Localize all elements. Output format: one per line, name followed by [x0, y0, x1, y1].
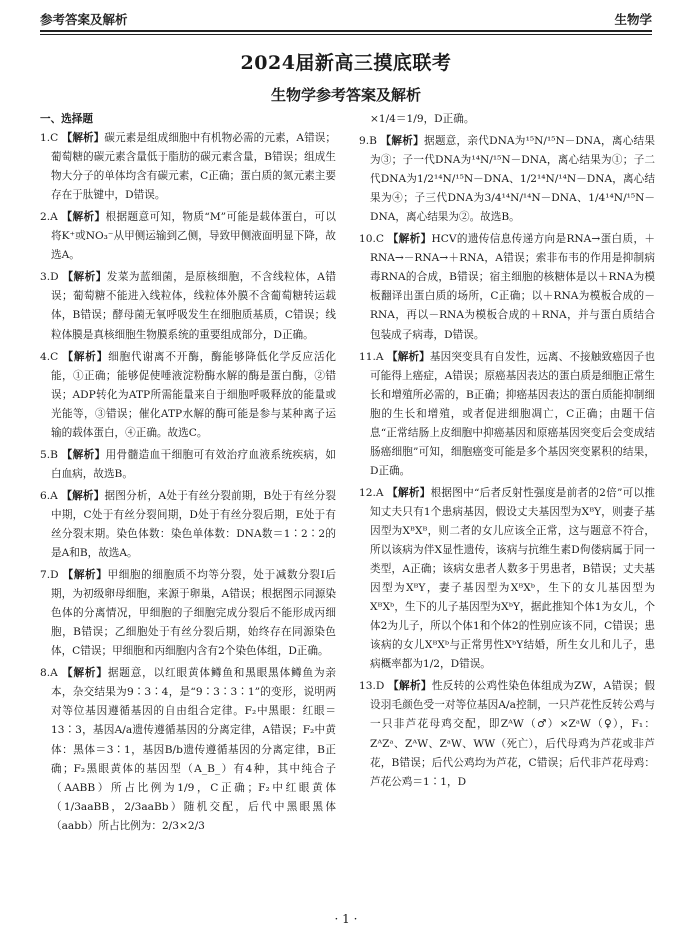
left-column [40, 110, 336, 839]
answer-number: 8.A [40, 667, 58, 680]
answer-item [40, 664, 336, 835]
analysis-tag: 【解析】 [380, 135, 424, 148]
answer-explanation: 据题意，亲代DNA为¹⁵N/¹⁵N－DNA，离心结果为③；子一代DNA为¹⁴N/¹⁵N－DNA，离心结果为①；子二代DNA为1/2¹⁴N/¹⁵N－DNA、1/2¹⁴N/¹⁴N－DNA，离心结果为④；子三代DNA为3/4¹⁴N/¹⁴N－DNA、1/4¹⁴N/¹⁵N－DNA，离心结果为②。故选B。 [370, 135, 656, 224]
answer-number: 13.D [359, 680, 385, 693]
analysis-tag: 【解析】 [62, 350, 109, 363]
page-number: · 1 · [334, 912, 358, 926]
answer-item [359, 484, 655, 674]
answer-item [40, 208, 336, 265]
answer-number: 9.B [359, 135, 377, 148]
answer-number: 4.C [40, 350, 59, 363]
answer-explanation: 根据题意可知，物质“M”可能是载体蛋白，可以将K⁺或NO₃⁻从甲侧运输到乙侧，导致甲侧液面明显下降，故选A。 [51, 211, 336, 262]
answer-number: 2.A [40, 211, 58, 224]
answer-item [359, 230, 655, 344]
answer-explanation: 性反转的公鸡性染色体组成为ZW，A错误；假设羽毛颜色受一对等位基因A/a控制，一只芦花性反转公鸡与一只非芦花母鸡交配，即ZᴬW（♂）×ZᵃW（♀），F₁：ZᴬZᵃ、ZᴬW、ZᵃW、WW（死亡），后代母鸡为芦花或非芦花，B错误；后代公鸡均为芦花，C错误；后代非芦花母鸡：芦花公鸡＝1∶1，D [370, 680, 655, 788]
answer-explanation: 据图分析，A处于有丝分裂前期，B处于有丝分裂中期，C处于有丝分裂间期，D处于有丝分裂后期，E处于有丝分裂末期。染色体数：染色单体数：DNA数＝1∶2∶2的是A和B，故选A。 [51, 489, 337, 560]
answer-number: 11.A [359, 350, 384, 363]
analysis-tag: 【解析】 [62, 271, 107, 284]
answer-number: 7.D [40, 569, 59, 582]
analysis-tag: 【解析】 [62, 667, 108, 680]
analysis-tag: 【解析】 [61, 489, 105, 502]
analysis-tag: 【解析】 [388, 680, 432, 693]
answer-number: 10.C [359, 233, 384, 246]
answer-item [359, 110, 655, 129]
analysis-tag: 【解析】 [62, 569, 108, 582]
answer-explanation: 据题意，以红眼黄体鳟鱼和黑眼黑体鳟鱼为亲本，杂交结果为9∶3∶4，是“9∶3∶3∶1”的变形，说明两对等位基因遵循基因的自由组合定律。F₂中黑眼：红眼＝13∶3，基因A/a遗传遵循基因的分离定律，A错误；F₂中黄体：黑体＝3∶1，基因B/b遗传遵循基因的分离定律，B正确；F₂黑眼黄体的基因型（A_B_）有4种，其中纯合子（AABB）所占比例为1/9，C正确；F₂中红眼黄体（1/3aaBB，2/3aaBb）随机交配，后代中黑眼黑体（aabb）所占比例为：2/3×2/3 [51, 667, 337, 832]
answer-item [40, 446, 336, 484]
running-header [40, 8, 652, 28]
answer-explanation: 根据图中“后者反射性强度是前者的2倍”可以推知丈夫只有1个患病基因，假设丈夫基因型为XᴮY，则妻子基因型为XᴮXᴮ，则二者的女儿应该全正常，这与题意不符合，所以该病为伴X显性遗传，该病与抗维生素D佝偻病属于同一类型，A正确；该病女患者人数多于男患者，B错误；丈夫基因型为XᴮY，妻子基因型为XᴮXᵇ，生下的女儿基因型为XᴮXᵇ，生下的儿子基因型为XᵇY，据此推知个体1为女儿，个体2为儿子，所以个体1和个体2的性别应该不同，C错误；患该病的女儿XᴮXᵇ与正常男性XᵇY结婚，所生女儿和儿子，患病概率都为1/2，D错误。 [370, 486, 655, 671]
analysis-tag: 【解析】 [61, 448, 106, 461]
answer-explanation: 碳元素是组成细胞中有机物必需的元素，A错误；葡萄糖的碳元素含量低于脂肪的碳元素含量，B错误；组成生物大分子的单体均含有碳元素，C正确；蛋白质的氮元素主要存在于肽键中，D错误。 [51, 132, 337, 202]
analysis-tag: 【解析】 [387, 486, 431, 499]
answer-explanation: 基因突变具有自发性，远离、不接触致癌因子也可能得上癌症，A错误；原癌基因表达的蛋白质是细胞正常生长和增殖所必需的，B正确；抑癌基因表达的蛋白质能抑制细胞的生长和增殖，或者促进细胞凋亡，C正确；由题干信息“正常结肠上皮细胞中抑癌基因和原癌基因突变后会变成结肠癌细胞”可知，细胞癌变可能是多个基因突变累积的结果，D正确。 [370, 350, 655, 477]
exam-subtitle: 生物学参考答案及解析 [270, 86, 421, 104]
answer-explanation: 甲细胞的细胞质不均等分裂，处于减数分裂Ⅰ后期，为初级卵母细胞，来源于卵巢，A错误；根据图示同源染色体的分离情况，甲细胞的子细胞完成分裂后不能形成丙细胞，B错误；乙细胞处于有丝分裂后期，始终存在同源染色体，C错误；甲细胞和丙细胞内含有2个染色体组，D正确。 [51, 569, 337, 658]
answer-number: 12.A [359, 486, 384, 499]
exam-title: 2024届新高三摸底联考 [240, 52, 452, 74]
answer-number: 3.D [40, 271, 59, 284]
header-left-label: 参考答案及解析 [40, 12, 128, 27]
answer-item [359, 132, 655, 227]
header-rule-thin [40, 34, 652, 35]
answer-number: 5.B [40, 448, 58, 461]
answer-number: 1.C [40, 132, 59, 145]
analysis-tag: 【解析】 [387, 350, 430, 363]
header-subject-label: 生物学 [614, 12, 652, 27]
answer-item [40, 487, 336, 563]
analysis-tag: 【解析】 [387, 233, 432, 246]
answer-item [40, 129, 336, 205]
answer-item [40, 566, 336, 661]
answer-number: 6.A [40, 489, 58, 502]
answer-explanation: 用骨髓造血干细胞可有效治疗血液系统疾病，如白血病，故选B。 [51, 448, 337, 480]
header-rule-thick [40, 30, 652, 32]
answer-explanation: 细胞代谢离不开酶，酶能够降低化学反应活化能，①正确；能够促使唾液淀粉酶水解的酶是蛋白酶，②错误；ADP转化为ATP所需能量来自于细胞呼吸释放的能量或光能等，③错误；催化ATP水解的酶可能是参与某种离子运输的载体蛋白，④正确。故选C。 [51, 350, 337, 439]
answer-item [40, 268, 336, 344]
answer-item [359, 348, 655, 481]
answer-item [40, 348, 336, 443]
answer-explanation: ×1/4＝1/9，D正确。 [370, 113, 475, 125]
analysis-tag: 【解析】 [61, 211, 106, 224]
answer-explanation: HCV的遗传信息传递方向是RNA→蛋白质，＋RNA→－RNA→＋RNA，A错误；索非布韦的作用是抑制病毒RNA的合成，B错误；宿主细胞的核糖体是以＋RNA为模板翻译出蛋白质的场所，C正确；以＋RNA为模板合成的－RNA，再以－RNA为模板合成的＋RNA，并与蛋白质结合包装成子病毒，D错误。 [370, 233, 655, 341]
right-column [359, 110, 655, 795]
answer-explanation: 发菜为蓝细菌，是原核细胞，不含线粒体，A错误；葡萄糖不能进入线粒体，线粒体外膜不含葡萄糖转运载体，B错误；酵母菌无氧呼吸发生在细胞质基质，C错误；线粒体膜是真核细胞生物膜系统的重要组成部分，D正确。 [51, 271, 336, 341]
analysis-tag: 【解析】 [61, 132, 105, 145]
answer-item [359, 677, 655, 791]
section-heading: 一、选择题 [40, 113, 93, 125]
